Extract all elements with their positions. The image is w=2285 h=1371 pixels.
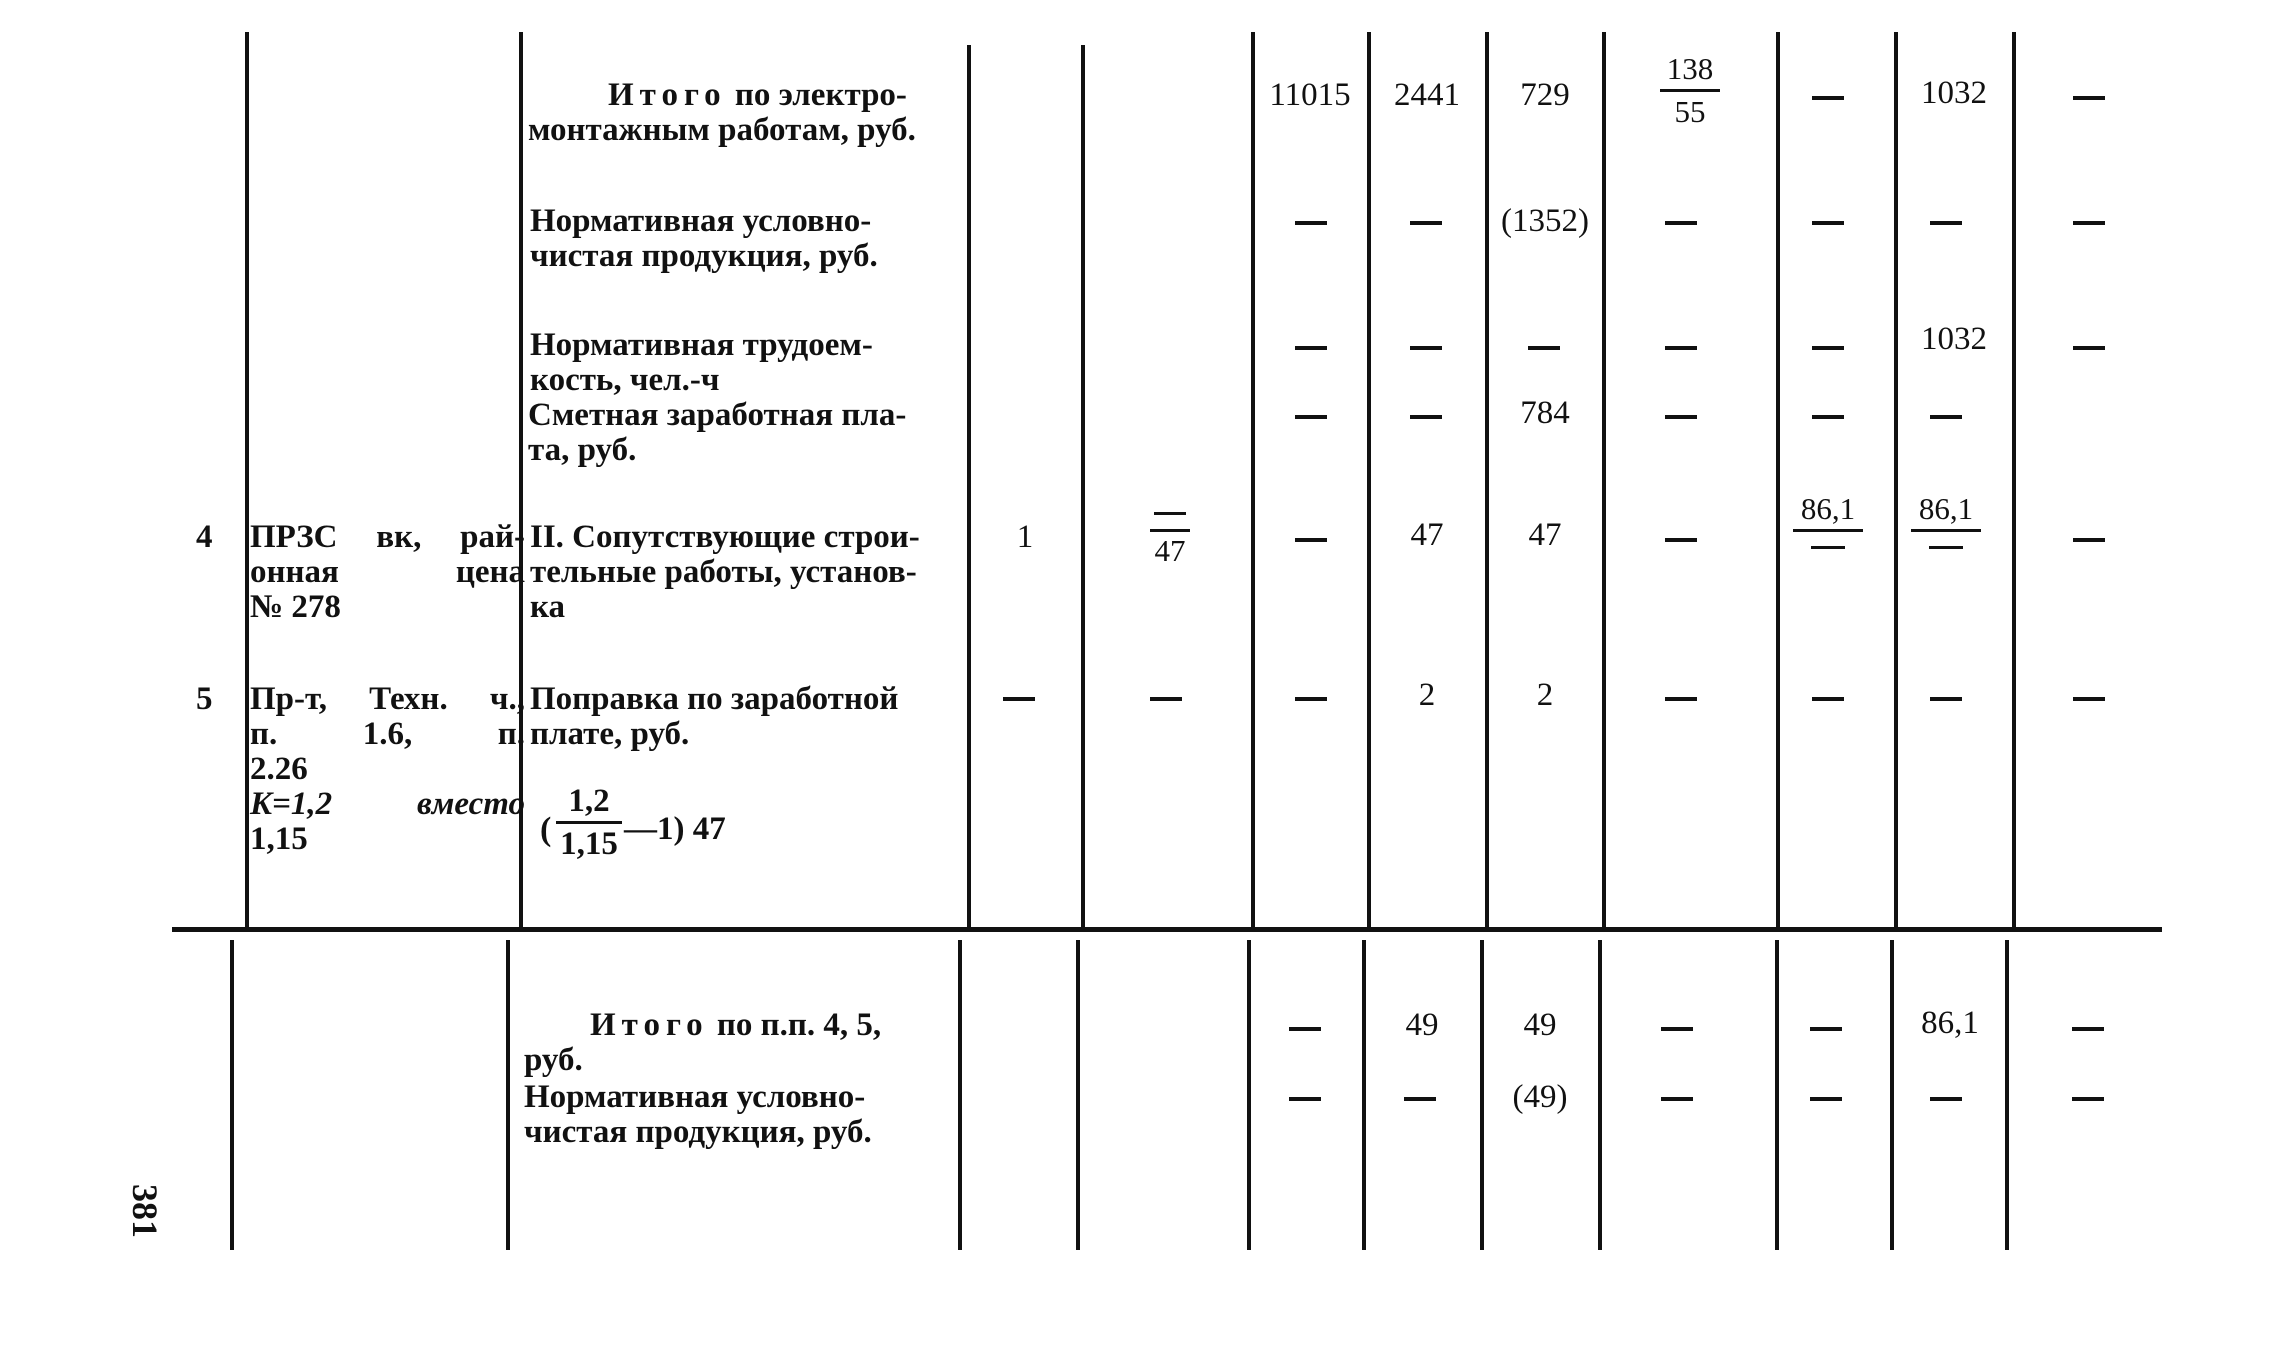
fraction-dash-denominator [1811,546,1845,549]
label-itogo: Итого [608,77,727,113]
section-divider [172,927,2162,932]
label-line2: кость, чел.-ч [530,362,720,398]
label-line2: руб. [524,1042,583,1078]
dash [1404,1097,1436,1101]
dash [2072,1097,2104,1101]
fraction-bar [1911,529,1981,532]
col-rule [967,45,971,930]
dash [1665,415,1697,419]
label-line2: монтажным работам, руб. [528,112,916,148]
col-rule [2012,32,2016,930]
dash [1661,1027,1693,1031]
cell: 47 [1410,517,1444,553]
fraction-cell [1150,510,1190,568]
col-rule [1076,940,1080,1250]
row4-description [530,520,960,625]
label-line: Поправка по заработной [530,681,899,717]
col-rule [1894,32,1898,930]
row-total45-label [524,1008,950,1078]
cell: 2 [1536,677,1554,713]
label-line1: Сметная заработная пла- [528,397,907,433]
label-line1: Нормативная трудоем- [530,327,873,363]
fraction-bar [1793,529,1863,532]
cell: 2441 [1394,77,1460,113]
dash [1295,346,1327,350]
dash [2073,697,2105,701]
dash [1295,221,1327,225]
cell: 1 [1016,519,1034,555]
label-line: плате, руб. [530,716,690,752]
cell: 1032 [1921,321,1987,357]
row-wage-label [528,398,958,468]
row-number: 5 [196,681,213,717]
formula-fraction [556,784,622,861]
label-line2: чистая продукция, руб. [530,238,878,274]
cell: 1032 [1921,75,1987,111]
row5-description [530,682,960,752]
fraction-numerator: 86,1 [1918,491,1974,526]
fraction-bar [556,821,622,824]
dash [1289,1097,1321,1101]
dash [1150,697,1182,701]
formula-tail: —1) 47 [624,811,726,847]
fraction-denominator: 1,15 [560,826,618,862]
label-rest: по п.п. 4, 5, [708,1007,882,1043]
dash [1812,346,1844,350]
col-rule [1485,32,1489,930]
dash [1003,697,1035,701]
cell: 784 [1520,395,1570,431]
dash [2073,346,2105,350]
label-itogo: Итого [590,1007,709,1043]
src-line: № 278 [250,589,341,625]
col-rule [245,32,249,930]
dash [1665,697,1697,701]
src-line: п. 1.6, п. 2.26 [250,716,525,787]
row5-source [250,682,525,857]
label-line: II. Сопутствующие строи- [530,519,920,555]
dash [1930,697,1962,701]
dash [1295,538,1327,542]
dash [1665,538,1697,542]
cell: (1352) [1501,203,1589,239]
cell: 729 [1520,77,1570,113]
dash [1812,415,1844,419]
cell: 49 [1405,1007,1439,1043]
dash [1295,415,1327,419]
dash [1665,221,1697,225]
src-line: 1,15 [250,821,308,857]
fraction-dash-numerator [1154,512,1186,515]
col-rule [1251,32,1255,930]
dash [1295,697,1327,701]
row-nucp-label [530,204,960,274]
label-rest: по электро- [726,77,907,113]
fraction-numerator: 1,2 [568,783,610,819]
src-line: Пр-т, Техн. ч., [250,681,525,717]
fraction-cell [1660,52,1720,129]
cell: 2 [1418,677,1436,713]
row-nucp45-label [524,1080,950,1150]
fraction-bar [1150,529,1190,532]
fraction-dash-denominator [1929,546,1963,549]
row4-source [250,520,525,625]
col-rule [506,940,510,1250]
dash [1812,96,1844,100]
col-rule [958,940,962,1250]
col-rule [1367,32,1371,930]
cell: 11015 [1269,77,1351,113]
col-rule [1775,940,1779,1250]
label-line: тельные работы, установ- [530,554,917,590]
page-number: 381 [125,1184,165,1238]
src-line: ПРЗС вк, рай- [250,519,525,555]
row-total-electro-label [528,78,958,148]
col-rule [230,940,234,1250]
dash [1410,346,1442,350]
dash [1810,1097,1842,1101]
src-line: онная цена [250,554,525,590]
dash [1810,1027,1842,1031]
col-rule [1776,32,1780,930]
src-line: K=1,2 вместо [250,786,525,822]
dash [1930,1097,1962,1101]
label-line1: Нормативная условно- [530,203,872,239]
label-line2: та, руб. [528,432,637,468]
col-rule [2005,940,2009,1250]
col-rule [1890,940,1894,1250]
fraction-bar [1660,89,1720,92]
cell: (49) [1512,1079,1568,1115]
col-rule [1247,940,1251,1250]
fraction-cell [1911,492,1981,549]
fraction-denominator: 47 [1154,533,1186,568]
label-line: ка [530,589,566,625]
cell: 47 [1528,517,1562,553]
row-labor-label [530,328,960,398]
row-number: 4 [196,519,213,555]
formula-open-paren: ( [540,811,552,848]
dash [1661,1097,1693,1101]
fraction-cell [1793,492,1863,549]
fraction-numerator: 86,1 [1800,491,1856,526]
dash [2073,221,2105,225]
col-rule [1081,45,1085,930]
col-rule [1602,32,1606,930]
dash [1930,221,1962,225]
dash [1812,697,1844,701]
cell: 49 [1523,1007,1557,1043]
col-rule [1362,940,1366,1250]
cell: 86,1 [1921,1005,1979,1041]
fraction-denominator: 55 [1674,94,1706,129]
col-rule [1598,940,1602,1250]
dash [1410,415,1442,419]
dash [2073,96,2105,100]
dash [2072,1027,2104,1031]
dash [1289,1027,1321,1031]
dash [1930,415,1962,419]
label-line2: чистая продукция, руб. [524,1114,872,1150]
dash [1665,346,1697,350]
dash [2073,538,2105,542]
dash [1528,346,1560,350]
dash [1812,221,1844,225]
label-line1: Нормативная условно- [524,1079,866,1115]
fraction-numerator: 138 [1666,51,1714,86]
dash [1410,221,1442,225]
